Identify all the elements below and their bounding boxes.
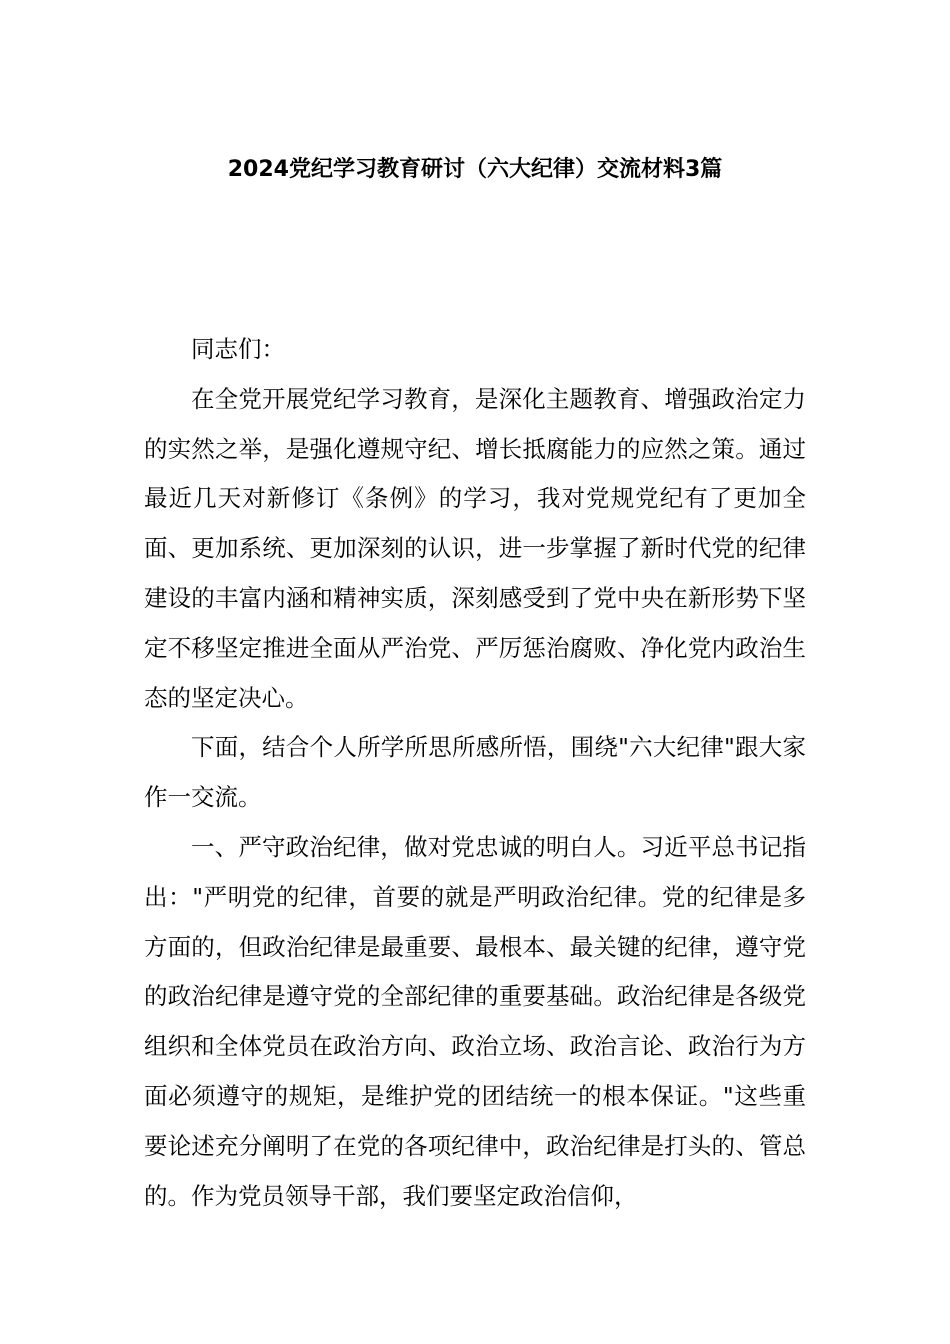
section-one-paragraph: 一、严守政治纪律，做对党忠诚的明白人。习近平总书记指出："严明党的纪律，首要的就是严明政治纪律。党的纪律是多方面的，但政治纪律是最重要、最根本、最关键的纪律，遵守党的政治纪律是遵守党的全部纪律的重要基础。政治纪律是各级党组织和全体党员在政治方向、政治立场、政治言论、政治行为方面必须遵守的规矩，是维护党的团结统一的根本保证。"这些重要论述充分阐明了在党的各项纪律中，政治纪律是打头的、管总的。作为党员领导干部，我们要坚定政治信仰， bbox=[144, 832, 806, 1210]
document-body bbox=[144, 325, 806, 1221]
intro-paragraph: 在全党开展党纪学习教育，是深化主题教育、增强政治定力的实然之举，是强化遵规守纪、增长抵腐能力的应然之策。通过最近几天对新修订《条例》的学习，我对党规党纪有了更加全面、更加系统、更加深刻的认识，进一步掌握了新时代党的纪律建设的丰富内涵和精神实质，深刻感受到了党中央在新形势下坚定不移坚定推进全面从严治党、严厉惩治腐败、净化党内政治生态的坚定决心。 bbox=[144, 384, 806, 712]
salutation-paragraph: 同志们： bbox=[191, 335, 285, 363]
document-title: 2024党纪学习教育研讨（六大纪律）交流材料3篇 bbox=[227, 157, 723, 182]
transition-paragraph: 下面，结合个人所学所思所感所悟，围绕"六大纪律"跟大家作一交流。 bbox=[144, 733, 806, 812]
